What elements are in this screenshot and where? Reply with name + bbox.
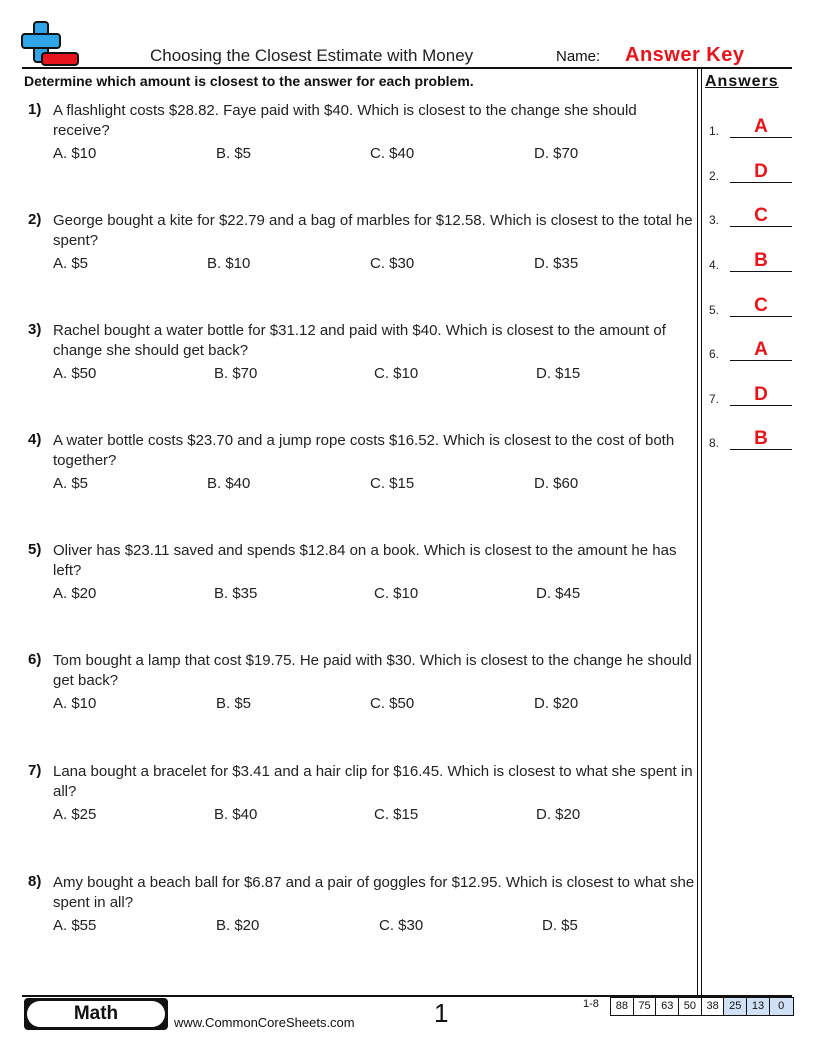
question-4 [24,431,696,492]
option-b: B. $20 [216,917,260,934]
option-b: B. $5 [216,695,252,712]
option-c: C. $10 [374,365,419,382]
website-link[interactable]: www.CommonCoreSheets.com [174,1015,355,1030]
answer-line [730,360,792,361]
answer-row-4 [708,236,792,276]
option-d: D. $20 [536,806,581,823]
answer-line [730,137,792,138]
option-d: D. $20 [534,695,579,712]
top-divider [22,67,792,69]
question-text: Rachel bought a water bottle for $31.12 and paid with $40. Which is closest to the amount of change she should get back? [53,322,666,359]
question-text: A flashlight costs $28.82. Faye paid with $40. Which is closest to the change she should receive? [53,102,637,139]
answer-letter: C [754,205,768,226]
answer-letter: A [754,116,768,137]
question-8 [24,873,696,934]
question-number: 3) [28,321,42,338]
score-cell: 50 [679,998,702,1015]
option-c: C. $30 [370,255,415,272]
option-d: D. $60 [534,475,579,492]
answer-number: 6. [709,347,720,361]
option-b: B. $5 [216,145,252,162]
answer-number: 3. [709,213,720,227]
option-c: C. $10 [374,585,419,602]
question-2 [24,211,696,272]
question-number: 1) [28,101,42,118]
answer-letter: B [754,428,768,449]
answer-line [730,405,792,406]
answer-number: 8. [709,436,720,450]
question-3 [24,321,696,382]
question-text: Tom bought a lamp that cost $19.75. He paid with $30. Which is closest to the change he should get back? [53,652,692,689]
answer-row-3 [708,191,792,231]
name-label: Name: [556,48,601,65]
answer-line [730,182,792,183]
option-b: B. $40 [214,806,258,823]
score-cell: 75 [634,998,657,1015]
option-d: D. $45 [536,585,581,602]
question-number: 7) [28,762,42,779]
answer-number: 2. [709,169,720,183]
answer-number: 7. [709,392,720,406]
answer-row-6 [708,325,792,365]
score-cell: 0 [770,998,793,1015]
option-d: D. $15 [536,365,581,382]
answer-row-7 [708,370,792,410]
option-a: A. $10 [53,695,97,712]
question-text: A water bottle costs $23.70 and a jump rope costs $16.52. Which is closest to the cost of both together? [53,432,675,469]
answer-letter: D [754,384,768,405]
score-cell: 38 [702,998,725,1015]
score-table [610,997,794,1016]
answers-header: Answers [705,73,779,90]
question-6 [24,651,696,712]
subject-badge [24,998,168,1030]
question-text: Amy bought a beach ball for $6.87 and a pair of goggles for $12.95. Which is closest to what she spent in all? [53,874,695,911]
page-number: 1 [434,998,449,1028]
answer-line [730,449,792,450]
answer-letter: B [754,250,768,271]
question-number: 6) [28,651,42,668]
score-cell: 88 [611,998,634,1015]
option-a: A. $55 [53,917,97,934]
question-5 [24,541,696,602]
option-c: C. $15 [374,806,419,823]
option-c: C. $15 [370,475,415,492]
plus-minus-logo-icon [20,20,80,68]
answer-number: 1. [709,124,720,138]
score-cell: 13 [747,998,770,1015]
question-number: 4) [28,431,42,448]
question-number: 8) [28,873,42,890]
answer-line [730,226,792,227]
score-cell: 63 [656,998,679,1015]
option-a: A. $25 [53,806,97,823]
question-text: Oliver has $23.11 saved and spends $12.84 on a book. Which is closest to the amount he has left? [53,542,677,579]
answer-column-divider [701,67,702,996]
option-a: A. $50 [53,365,97,382]
option-d: D. $35 [534,255,579,272]
page-title: Choosing the Closest Estimate with Money [150,46,474,65]
question-number: 2) [28,211,42,228]
option-a: A. $20 [53,585,97,602]
option-b: B. $40 [207,475,251,492]
option-d: D. $5 [542,917,578,934]
answer-line [730,271,792,272]
answer-column-divider [697,67,698,996]
answer-number: 5. [709,303,720,317]
answer-line [730,316,792,317]
answer-letter: C [754,295,768,316]
option-a: A. $5 [53,475,89,492]
subject-label: Math [27,1001,165,1027]
option-c: C. $50 [370,695,415,712]
answer-row-8 [708,414,792,454]
question-1 [24,101,696,162]
option-a: A. $10 [53,145,97,162]
answer-number: 4. [709,258,720,272]
answer-letter: A [754,339,768,360]
option-a: A. $5 [53,255,89,272]
answer-key-label: Answer Key [625,44,745,66]
question-text: Lana bought a bracelet for $3.41 and a hair clip for $16.45. Which is closest to what she spent in all? [53,763,693,800]
question-number: 5) [28,541,42,558]
option-d: D. $70 [534,145,579,162]
answer-letter: D [754,161,768,182]
answer-row-2 [708,147,792,187]
answer-row-1 [708,102,792,142]
score-cell: 25 [724,998,747,1015]
option-c: C. $40 [370,145,415,162]
option-c: C. $30 [379,917,424,934]
option-b: B. $70 [214,365,258,382]
question-7 [24,762,696,823]
score-range: 1-8 [583,998,599,1010]
option-b: B. $10 [207,255,251,272]
option-b: B. $35 [214,585,258,602]
answer-row-5 [708,281,792,321]
question-text: George bought a kite for $22.79 and a bag of marbles for $12.58. Which is closest to the total he spent? [53,212,693,249]
instructions: Determine which amount is closest to the answer for each problem. [24,73,474,89]
